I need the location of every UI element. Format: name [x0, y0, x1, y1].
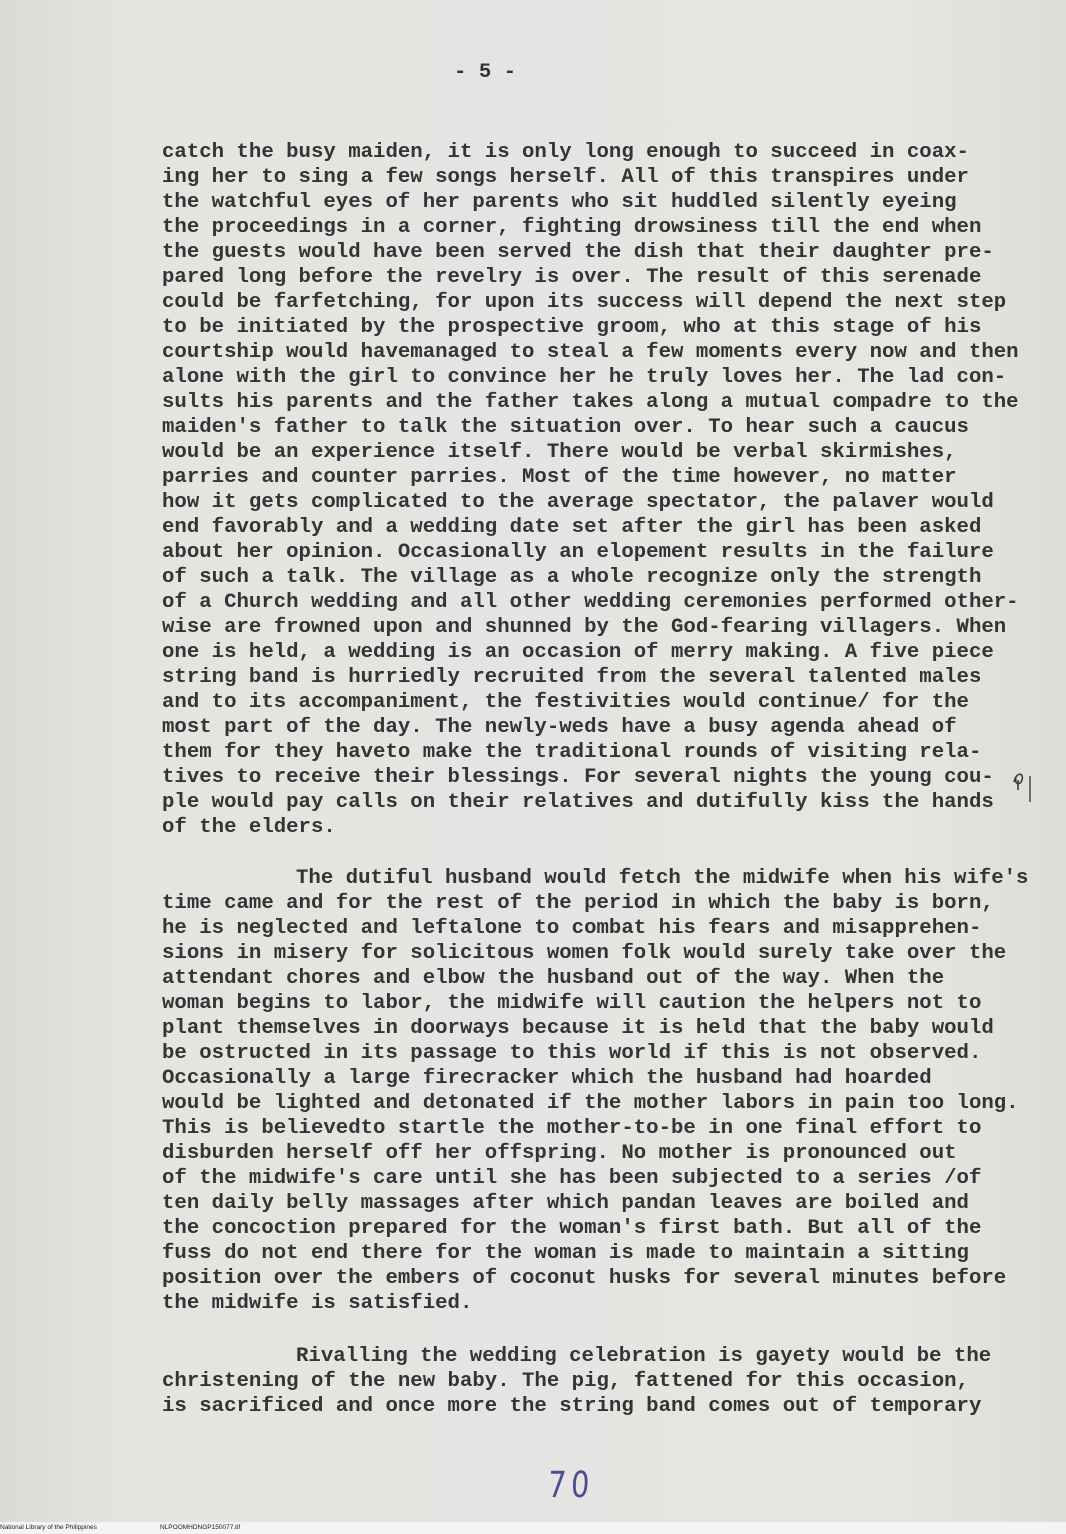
footer-filename: NLPOOMHDNGP150077.tif — [160, 1524, 241, 1531]
footer-library-name: National Library of the Philippines — [0, 1524, 97, 1531]
handwritten-correction-mark — [1010, 768, 1036, 808]
text-line: the proceedings in a corner, fighting drowsiness till the end when — [162, 216, 982, 239]
text-line: plant themselves in doorways because it is held that the baby would — [162, 1017, 994, 1040]
paragraph-1 — [162, 140, 1019, 840]
text-line: time came and for the rest of the period in which the baby is born, — [162, 892, 994, 915]
text-line: parries and counter parries. Most of the time however, no matter — [162, 466, 957, 489]
text-line: would be an experience itself. There would be verbal skirmishes, — [162, 441, 957, 464]
handwritten-page-number: 70 — [546, 1465, 596, 1506]
text-line: courtship would havemanaged to steal a few moments every now and then — [162, 341, 1019, 364]
text-line: Occasionally a large firecracker which the husband had hoarded — [162, 1067, 932, 1090]
text-line: how it gets complicated to the average spectator, the palaver would — [162, 491, 994, 514]
text-line: would be lighted and detonated if the mother labors in pain too long. — [162, 1092, 1019, 1115]
paragraph-2 — [162, 866, 1028, 1316]
text-line: to be initiated by the prospective groom, who at this stage of his — [162, 316, 982, 339]
text-line: the midwife is satisfied. — [162, 1292, 473, 1315]
text-line: most part of the day. The newly-weds have a busy agenda ahead of — [162, 716, 957, 739]
text-line: the guests would have been served the dish that their daughter pre- — [162, 241, 994, 264]
text-line: pared long before the revelry is over. The result of this serenade — [162, 266, 982, 289]
text-line: fuss do not end there for the woman is made to maintain a sitting — [162, 1242, 969, 1265]
text-line: the watchful eyes of her parents who sit huddled silently eyeing — [162, 191, 957, 214]
text-line: ple would pay calls on their relatives and dutifully kiss the hands — [162, 791, 994, 814]
text-line: attendant chores and elbow the husband out of the way. When the — [162, 967, 945, 990]
text-line: This is believedto startle the mother-to-be in one final effort to — [162, 1117, 982, 1140]
text-line: of a Church wedding and all other wedding ceremonies performed other- — [162, 591, 1019, 614]
text-line: maiden's father to talk the situation over. To hear such a caucus — [162, 416, 969, 439]
text-line: tives to receive their blessings. For several nights the young cou- — [162, 766, 994, 789]
text-line: end favorably and a wedding date set after the girl has been asked — [162, 516, 982, 539]
text-line: the concoction prepared for the woman's first bath. But all of the — [162, 1217, 982, 1240]
text-line: woman begins to labor, the midwife will caution the helpers not to — [162, 992, 982, 1015]
text-line: Rivalling the wedding celebration is gayety would be the — [296, 1345, 992, 1368]
text-line: sions in misery for solicitous women folk would surely take over the — [162, 942, 1007, 965]
paragraph-3 — [162, 1344, 991, 1419]
text-line: catch the busy maiden, it is only long enough to succeed in coax- — [162, 141, 969, 164]
text-line: The dutiful husband would fetch the midwife when his wife's — [296, 867, 1029, 890]
text-line: he is neglected and leftalone to combat his fears and misapprehen- — [162, 917, 982, 940]
text-line: them for they haveto make the traditional rounds of visiting rela- — [162, 741, 982, 764]
text-line: about her opinion. Occasionally an elopement results in the failure — [162, 541, 994, 564]
text-line: is sacrificed and once more the string band comes out of temporary — [162, 1395, 982, 1418]
text-line: sults his parents and the father takes along a mutual compadre to the — [162, 391, 1019, 414]
text-line: position over the embers of coconut husks for several minutes before — [162, 1267, 1007, 1290]
text-line: of the midwife's care until she has been subjected to a series /of — [162, 1167, 982, 1190]
text-line: disburden herself off her offspring. No mother is pronounced out — [162, 1142, 957, 1165]
text-line: ing her to sing a few songs herself. All of this transpires under — [162, 166, 969, 189]
text-line: wise are frowned upon and shunned by the God-fearing villagers. When — [162, 616, 1007, 639]
text-line: alone with the girl to convince her he truly loves her. The lad con- — [162, 366, 1007, 389]
text-line: and to its accompaniment, the festivities would continue/ for the — [162, 691, 969, 714]
text-line: ten daily belly massages after which pandan leaves are boiled and — [162, 1192, 969, 1215]
text-line: of such a talk. The village as a whole recognize only the strength — [162, 566, 982, 589]
text-line: could be farfetching, for upon its success will depend the next step — [162, 291, 1007, 314]
text-line: christening of the new baby. The pig, fattened for this occasion, — [162, 1370, 969, 1393]
text-line: of the elders. — [162, 816, 336, 839]
text-line: string band is hurriedly recruited from the several talented males — [162, 666, 982, 689]
text-line: one is held, a wedding is an occasion of merry making. A five piece — [162, 641, 994, 664]
page-header-number: - 5 - — [454, 61, 517, 84]
text-line: be ostructed in its passage to this world if this is not observed. — [162, 1042, 982, 1065]
